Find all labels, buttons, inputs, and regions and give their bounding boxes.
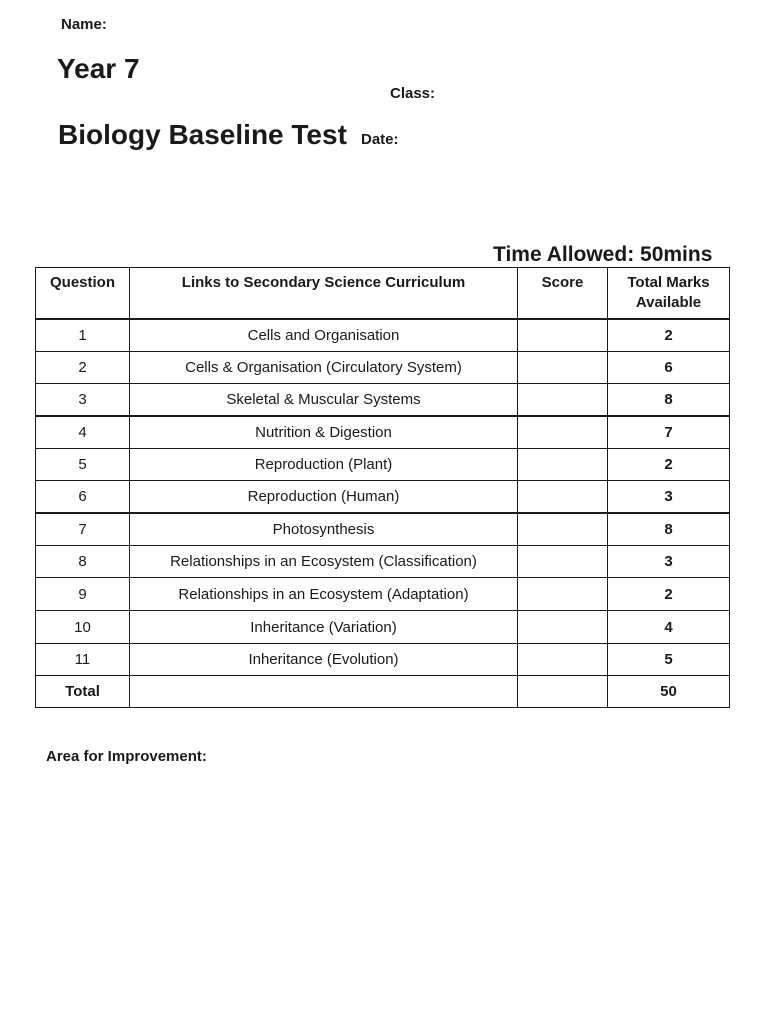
curriculum-topic: Cells & Organisation (Circulatory System) [130, 352, 518, 384]
total-marks-cell: 5 [608, 644, 730, 676]
curriculum-topic: Nutrition & Digestion [130, 416, 518, 449]
curriculum-topic: Inheritance (Variation) [130, 611, 518, 644]
total-marks-cell: 6 [608, 352, 730, 384]
page-title: Biology Baseline Test [58, 119, 347, 150]
year-heading: Year 7 [57, 53, 140, 84]
curriculum-topic: Cells and Organisation [130, 319, 518, 352]
table-row [36, 546, 730, 578]
question-number: 9 [36, 578, 130, 611]
question-number: 8 [36, 546, 130, 578]
question-number: 11 [36, 644, 130, 676]
score-cell[interactable] [518, 416, 608, 449]
total-marks-cell: 2 [608, 319, 730, 352]
curriculum-topic: Reproduction (Human) [130, 481, 518, 514]
table-row [36, 319, 730, 352]
question-number: 1 [36, 319, 130, 352]
score-cell[interactable] [518, 384, 608, 417]
question-number: 7 [36, 513, 130, 546]
score-cell[interactable] [518, 513, 608, 546]
marks-table [35, 267, 730, 708]
total-marks-cell: 8 [608, 513, 730, 546]
question-number: 6 [36, 481, 130, 514]
total-marks-sum: 50 [608, 676, 730, 708]
question-number: 4 [36, 416, 130, 449]
total-marks-cell: 3 [608, 481, 730, 514]
score-cell[interactable] [518, 611, 608, 644]
total-score-cell[interactable] [518, 676, 608, 708]
total-marks-cell: 2 [608, 449, 730, 481]
class-label: Class: [390, 85, 436, 102]
curriculum-topic: Reproduction (Plant) [130, 449, 518, 481]
table-row [36, 449, 730, 481]
total-marks-cell: 4 [608, 611, 730, 644]
column-header-total-marks: Total Marks Available [608, 268, 730, 320]
column-header-links: Links to Secondary Science Curriculum [130, 268, 518, 320]
date-label: Date: [361, 131, 399, 148]
score-cell[interactable] [518, 644, 608, 676]
table-header-row [36, 268, 730, 320]
score-cell[interactable] [518, 546, 608, 578]
table-row [36, 416, 730, 449]
table-row [36, 611, 730, 644]
total-label: Total [36, 676, 130, 708]
score-cell[interactable] [518, 578, 608, 611]
curriculum-topic: Skeletal & Muscular Systems [130, 384, 518, 417]
score-cell[interactable] [518, 352, 608, 384]
total-topic-cell [130, 676, 518, 708]
curriculum-topic: Photosynthesis [130, 513, 518, 546]
table-row [36, 384, 730, 417]
total-marks-cell: 7 [608, 416, 730, 449]
score-cell[interactable] [518, 319, 608, 352]
time-allowed: Time Allowed: 50mins [493, 243, 713, 266]
score-cell[interactable] [518, 449, 608, 481]
total-marks-cell: 2 [608, 578, 730, 611]
curriculum-topic: Inheritance (Evolution) [130, 644, 518, 676]
table-row [36, 513, 730, 546]
column-header-score: Score [518, 268, 608, 320]
table-row [36, 352, 730, 384]
total-marks-cell: 3 [608, 546, 730, 578]
question-number: 5 [36, 449, 130, 481]
question-number: 2 [36, 352, 130, 384]
column-header-question: Question [36, 268, 130, 320]
curriculum-topic: Relationships in an Ecosystem (Adaptation) [130, 578, 518, 611]
area-for-improvement-label: Area for Improvement: [46, 748, 207, 765]
question-number: 3 [36, 384, 130, 417]
total-marks-cell: 8 [608, 384, 730, 417]
table-row [36, 578, 730, 611]
curriculum-topic: Relationships in an Ecosystem (Classification) [130, 546, 518, 578]
table-row [36, 481, 730, 514]
name-label: Name: [61, 16, 107, 33]
total-row [36, 676, 730, 708]
score-cell[interactable] [518, 481, 608, 514]
table-row [36, 644, 730, 676]
question-number: 10 [36, 611, 130, 644]
